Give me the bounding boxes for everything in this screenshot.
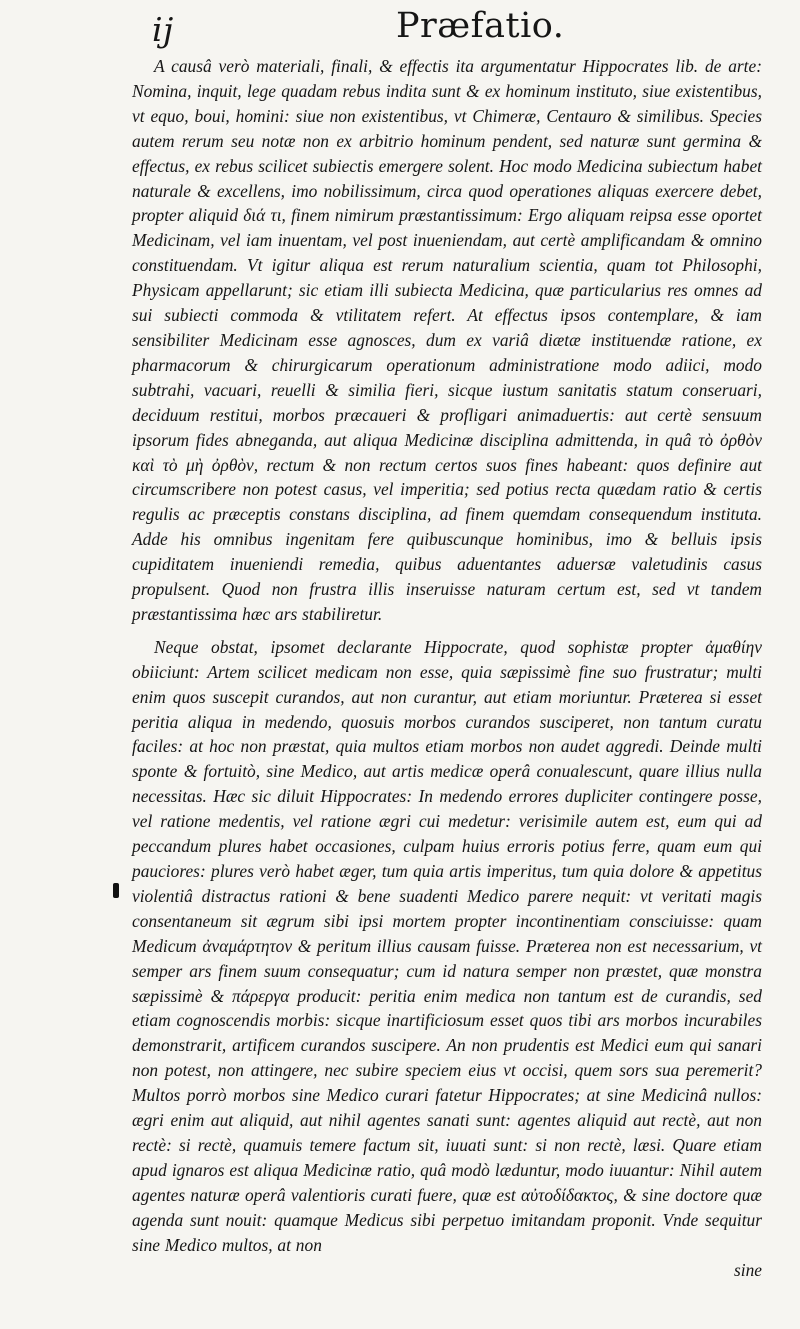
running-head [132,6,762,54]
page-title: Præfatio. [396,6,565,46]
body-text [132,54,762,1258]
catchword-row [132,1260,762,1281]
ink-blot-mark [113,883,119,898]
paragraph-2: Neque obstat, ipsomet declarante Hippocrate, quod sophistæ propter ἀμαθίην obiiciunt: Artem scilicet medicam non esse, quia sæpissimè fine suo frustratur; multi enim quos suscepit curandos, aut non curantur, aut etiam moriuntur. Præterea si esset peritia aliqua in medendo, quosuis morbos curandos susciperet, non tantum curatu faciles: at hoc non præstat, quia multos etiam morbos non audet aggredi. Deinde multi sponte & fortuitò, sine Medico, aut artis medicæ operâ conualescunt, quare illius nulla necessitas. Hæc sic diluit Hippocrates: In medendo errores dupliciter contingere posse, vel ratione medentis, vel ratione ægri cui medetur: verisimile autem est, eum qui ad peccandum plures habet occasiones, culpam huius erroris potius ferre, quam eum qui pauciores: plures verò habet æger, tum quia artis imperitus, tum quia dolore & appetitus violentiâ distractus rationi & bene suadenti Medico parere nequit: vt veritati magis consentaneum sit ægrum sibi ipsi mortem propter incontinentiam consciuisse: quam Medicum ἀναμάρτητον & peritum illius causam fuisse. Præterea non est necessarium, vt semper ars finem suum consequatur; cum id natura semper non præstet, quæ monstra sæpissimè & πάρεργα producit: peritia enim medica non tantum est de curandis, sed etiam cognoscendis morbis: sicque inartificiosum esset quos tibi ars morbos incurabiles demonstrarit, artificem curandos suscipere. An non prudentis est Medici eum qui sanari non potest, non attingere, nec subire speciem eius vt occisi, quem sors sua peremerit? Multos porrò morbos sine Medico curari fatetur Hippocrates; at sine Medicinâ nullos: ægri enim aut aliquid, aut nihil agentes sanati sunt: agentes aliquid aut rectè, aut non rectè: si rectè, quamuis temere factum sit, iuuati sunt: si non rectè, læsi. Quare etiam apud ignaros est aliqua Medicinæ ratio, quâ modò læduntur, modo iuuantur: Nihil autem agentes naturæ operâ valentioris curati fuere, quæ est αὐτοδίδακτος, & sine doctore quæ agenda sunt nouit: quamque Medicus sibi perpetuo imitandam proponit. Vnde sequitur sine Medico multos, at non [132,636,762,1255]
page-number: ij [152,10,174,49]
paragraph-1: A causâ verò materiali, finali, & effectis ita argumentatur Hippocrates lib. de arte: Nomina, inquit, lege quadam rebus indita sunt & ex hominum instituto, siue existentibus, vt equo, boui, homini: siue non existentibus, vt Chimeræ, Centauro & similibus. Species autem rerum seu notæ non ex arbitrio hominum pendent, sed naturæ sunt germina & effectus, ex rebus scilicet subiectis emergere solent. Hoc modo Medicina subiectum habet naturale & excellens, imo nobilissimum, circa quod operationes aliquas exercere debet, propter aliquid διά τι, finem nimirum præstantissimum: Ergo aliquam reipsa esse oportet Medicinam, vel iam inuentam, vel post inueniendam, aut certè amplificandam & omnino constituendam. Vt igitur aliqua est rerum naturalium scientia, quam tot Philosophi, Physicam appellarunt; sic etiam illi subiecta Medicina, quæ particularius res omnes ad sui subiecti commoda & vtilitatem refert. At effectus ipsos contemplare, & iam sensibiliter Medicinam esse agnosces, dum ex variâ diætæ instituendæ ratione, ex pharmacorum & chirurgicarum operationum administratione modo adiici, modo subtrahi, vacuari, reuelli & similia fieri, sicque iustum sanitatis statum conseruari, deciduum restitui, morbos præcaueri & profligari animaduertis: aut certè sensuum ipsorum fides abneganda, aut aliqua Medicinæ disciplina admittenda, in quâ τὸ ὀρθὸν καὶ τὸ μὴ ὀρθὸν, rectum & non rectum certos suos fines habeant: quos definire aut circumscribere non potest casus, vel imperitia; sed potius recta quædam ratio & certis regulis ac præceptis constans disciplina, ad finem quemdam consequendum instituta. Adde his omnibus ingenitam fere quibuscunque hominibus, imo & belluis ipsis cupiditatem inueniendi remedia, quibus aduentantes aduersæ valetudinis casus propulsent. Quod non frustra illis inseruisse naturam certum est, sed vt tandem præstantissima hæc ars stabiliretur. [132,56,762,624]
catchword: sine [733,1259,762,1280]
